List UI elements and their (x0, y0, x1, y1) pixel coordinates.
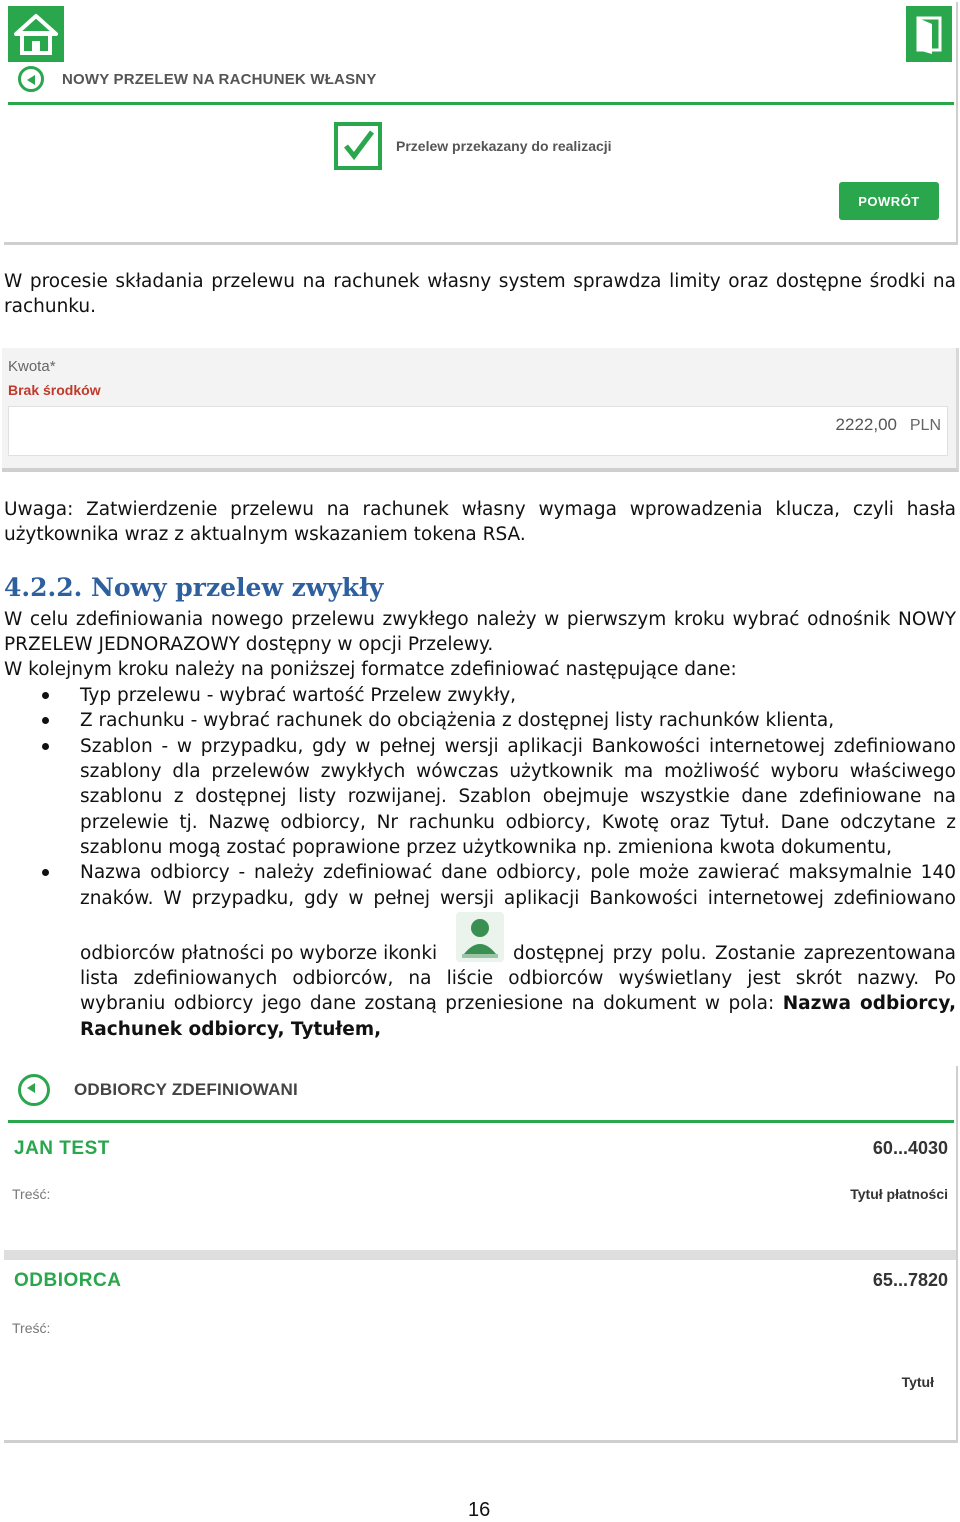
bullet-transfer-type: Typ przelewu - wybrać wartość Przelew zwykły, (80, 685, 517, 706)
recipient-line5-bold: Nazwa odbiorcy, (782, 993, 956, 1014)
bullet-recipient-line5 (80, 991, 956, 1016)
bullet-dot (42, 717, 49, 724)
success-check-icon (334, 122, 382, 170)
paragraph-limits-line2: rachunku. (4, 296, 97, 317)
bullet-template-line2: szablony dla przelewów zwykłych wówczas użytkownik ma możliwość wyboru właściwego (80, 761, 956, 782)
bullet-dot (42, 743, 49, 750)
recipient-picker-icon (456, 912, 504, 962)
exit-door-icon (906, 6, 952, 62)
paragraph-note-line2: użytkownika wraz z aktualnym wskazaniem tokena RSA. (4, 524, 526, 545)
recipient-account: 60...4030 (872, 1138, 948, 1158)
bullet-recipient-line6: Rachunek odbiorcy, Tytułem, (80, 1019, 382, 1040)
content-label: Treść: (12, 1186, 51, 1202)
bullet-template-line5: szablonu mogą zostać poprawione przez użytkownika np. zmieniona kwota dokumentu, (80, 837, 892, 858)
recipient-name: JAN TEST (14, 1138, 110, 1159)
status-message: Przelew przekazany do realizacji (396, 138, 612, 154)
logout-button[interactable] (906, 6, 952, 62)
section-number: 4.2.2. (4, 573, 83, 602)
paragraph-note-line1: Uwaga: Zatwierdzenie przelewu na rachunek własny wymaga wprowadzenia klucza, czyli hasła (4, 499, 956, 520)
bullet-from-account: Z rachunku - wybrać rachunek do obciążenia z dostępnej listy rachunków klienta, (80, 710, 835, 731)
section-title: Nowy przelew zwykły (91, 573, 384, 602)
home-icon (8, 6, 64, 62)
screen-title: NOWY PRZELEW NA RACHUNEK WŁASNY (62, 71, 377, 88)
section-heading (4, 573, 383, 602)
intro-line2: PRZELEW JEDNORAZOWY dostępny w opcji Przelewy. (4, 634, 494, 655)
page-number: 16 (468, 1499, 491, 1521)
header-divider (8, 102, 954, 105)
bullet-template-line1: Szablon - w przypadku, gdy w pełnej wersji aplikacji Bankowości internetowej zdefiniowano (80, 736, 956, 757)
recipient-list-item[interactable] (4, 1262, 956, 1432)
intro-line1: W celu zdefiniowania nowego przelewu zwykłego należy w pierwszym kroku wybrać odnośnik NOWY (4, 609, 956, 630)
bullet-recipient-line3b: dostępnej przy polu. Zostanie zaprezentowana (513, 943, 956, 964)
bullet-recipient-line4: lista zdefiniowanych odbiorców, na liście odbiorców wyświetlany jest skrót nazwy. Po (80, 968, 956, 989)
amount-field-screenshot (2, 348, 959, 472)
content-label: Treść: (12, 1320, 51, 1336)
bullet-dot (42, 869, 49, 876)
bullet-template-line3: szablonu z dostępnej listy rozwijanej. Szablon obejmuje wszystkie dane zdefiniowane na (80, 786, 956, 807)
header-divider (8, 1120, 954, 1123)
back-arrow-icon[interactable] (18, 1074, 50, 1106)
transfer-confirmation-screenshot (4, 2, 958, 245)
payment-title: Tytuł płatności (850, 1186, 948, 1202)
item-separator (4, 1250, 956, 1260)
insufficient-funds-error: Brak środków (8, 382, 101, 398)
recipient-list-item[interactable] (4, 1124, 956, 1254)
home-button[interactable] (8, 6, 64, 62)
back-arrow-icon[interactable] (18, 66, 44, 92)
bullet-recipient-line2: znaków. W przypadku, gdy w pełnej wersji aplikacji Bankowości internetowej zdefiniowano (80, 888, 956, 909)
intro-line3: W kolejnym kroku należy na poniższej formatce zdefiniować następujące dane: (4, 659, 737, 680)
amount-input[interactable] (8, 406, 948, 456)
bullet-dot (42, 692, 49, 699)
amount-label: Kwota* (8, 358, 56, 375)
paragraph-limits-line1: W procesie składania przelewu na rachunek własny system sprawdza limity oraz dostępne środki na (4, 271, 956, 292)
recipient-name: ODBIORCA (14, 1270, 122, 1291)
defined-recipients-screenshot (4, 1066, 958, 1443)
recipient-line5-text: wybraniu odbiorcy jego dane zostaną przeniesione na dokument w pola: (80, 993, 775, 1014)
recipient-account: 65...7820 (872, 1270, 948, 1290)
bullet-template-line4: przelewie tj. Nazwę odbiorcy, Nr rachunku odbiorcy, Kwotę oraz Tytuł. Dane odczytane z (80, 812, 956, 833)
back-button[interactable]: POWRÓT (839, 182, 939, 220)
currency-label: PLN (909, 417, 941, 434)
screen-title: ODBIORCY ZDEFINIOWANI (74, 1080, 298, 1099)
bullet-recipient-line3a: odbiorców płatności po wyborze ikonki (80, 943, 438, 964)
bullet-recipient-line1: Nazwa odbiorcy - należy zdefiniować dane odbiorcy, pole może zawierać maksymalnie 140 (80, 862, 956, 883)
amount-value: 2222,00 (835, 415, 897, 434)
payment-title: Tytuł (901, 1374, 934, 1390)
